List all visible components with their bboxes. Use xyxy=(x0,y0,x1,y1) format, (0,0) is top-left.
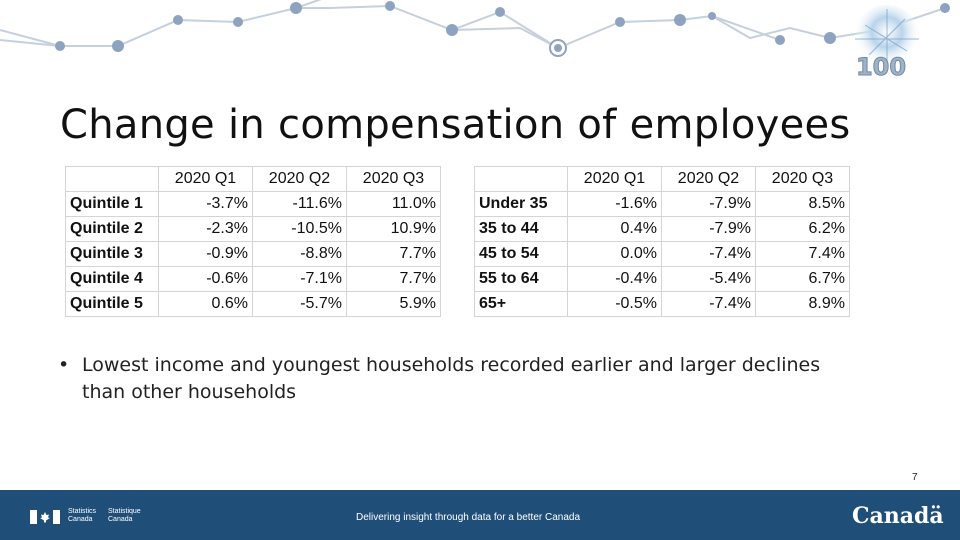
table-cell: -0.5% xyxy=(568,292,662,317)
row-label: 65+ xyxy=(475,292,568,317)
agency-en-line: Statistics xyxy=(68,508,97,515)
table-cell: 5.9% xyxy=(347,292,441,317)
bullet-marker: • xyxy=(58,354,70,376)
table-cell: -1.6% xyxy=(568,192,662,217)
table-cell: 7.7% xyxy=(347,267,441,292)
row-label: 55 to 64 xyxy=(475,267,568,292)
table-cell: 0.6% xyxy=(159,292,253,317)
agency-en-line: Canada xyxy=(68,516,93,523)
table-cell: 8.9% xyxy=(756,292,850,317)
table-cell: -0.6% xyxy=(159,267,253,292)
table-cell: -5.7% xyxy=(253,292,347,317)
row-label: Quintile 1 xyxy=(66,192,159,217)
table-row xyxy=(66,242,441,267)
row-label: 35 to 44 xyxy=(475,217,568,242)
badge-label: 100 xyxy=(855,53,907,81)
agency-name-en xyxy=(68,508,96,524)
table-header-row xyxy=(475,167,850,192)
table-cell: -7.1% xyxy=(253,267,347,292)
table-cell: -2.3% xyxy=(159,217,253,242)
table-cell: 6.2% xyxy=(756,217,850,242)
column-header: 2020 Q2 xyxy=(253,167,347,192)
row-label: Quintile 2 xyxy=(66,217,159,242)
table-corner-cell xyxy=(475,167,568,192)
row-label: 45 to 54 xyxy=(475,242,568,267)
age-group-table xyxy=(474,166,850,317)
slide-title: Change in compensation of employees xyxy=(60,102,851,148)
table-row xyxy=(66,192,441,217)
table-cell: -0.9% xyxy=(159,242,253,267)
network-decoration xyxy=(0,0,960,80)
table-cell: -5.4% xyxy=(662,267,756,292)
page-number: 7 xyxy=(912,472,918,483)
table-row xyxy=(475,292,850,317)
income-quintile-table xyxy=(65,166,441,317)
agency-name-fr xyxy=(108,508,141,524)
agency-fr-line: Statistique xyxy=(108,508,141,515)
table-cell: 7.7% xyxy=(347,242,441,267)
footer-tagline: Delivering insight through data for a better Canada xyxy=(356,512,581,523)
column-header: 2020 Q2 xyxy=(662,167,756,192)
table-cell: -7.9% xyxy=(662,217,756,242)
table-cell: -3.7% xyxy=(159,192,253,217)
table-row xyxy=(475,192,850,217)
table-cell: 0.0% xyxy=(568,242,662,267)
row-label: Quintile 3 xyxy=(66,242,159,267)
bullet-text: Lowest income and youngest households recorded earlier and larger declines than other households xyxy=(82,354,821,403)
table-row xyxy=(66,217,441,242)
table-row xyxy=(475,217,850,242)
table-row xyxy=(66,292,441,317)
table-cell: -11.6% xyxy=(253,192,347,217)
canada-flag-icon xyxy=(30,510,60,524)
table-row xyxy=(475,242,850,267)
row-label: Under 35 xyxy=(475,192,568,217)
row-label: Quintile 5 xyxy=(66,292,159,317)
column-header: 2020 Q3 xyxy=(756,167,850,192)
table-cell: 7.4% xyxy=(756,242,850,267)
table-corner-cell xyxy=(66,167,159,192)
column-header: 2020 Q1 xyxy=(568,167,662,192)
table-cell: 0.4% xyxy=(568,217,662,242)
footer-bar xyxy=(0,490,960,540)
bullet-item xyxy=(58,352,858,406)
table-cell: -0.4% xyxy=(568,267,662,292)
table-cell: -8.8% xyxy=(253,242,347,267)
table-row xyxy=(66,267,441,292)
table-cell: 6.7% xyxy=(756,267,850,292)
table-header-row xyxy=(66,167,441,192)
column-header: 2020 Q1 xyxy=(159,167,253,192)
table-cell: -7.4% xyxy=(662,292,756,317)
table-cell: 11.0% xyxy=(347,192,441,217)
row-label: Quintile 4 xyxy=(66,267,159,292)
table-cell: 10.9% xyxy=(347,217,441,242)
table-cell: 8.5% xyxy=(756,192,850,217)
table-row xyxy=(475,267,850,292)
table-cell: -7.9% xyxy=(662,192,756,217)
table-cell: -7.4% xyxy=(662,242,756,267)
agency-fr-line: Canada xyxy=(108,516,133,523)
column-header: 2020 Q3 xyxy=(347,167,441,192)
canada-wordmark: Canadä xyxy=(852,503,944,529)
anniversary-badge-icon xyxy=(845,5,925,83)
table-cell: -10.5% xyxy=(253,217,347,242)
